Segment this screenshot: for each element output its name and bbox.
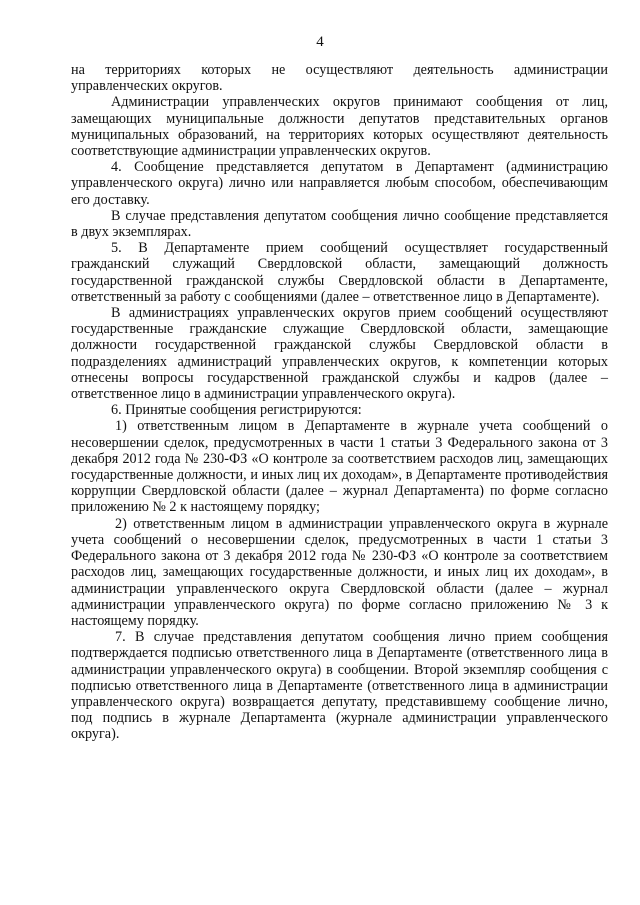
paragraph-administrations-accept: Администрации управленческих округов принимают сообщения от лиц, замещающих муниципальные должности депутатов представительных органов муниципальных образований, на территориях которых осуществляют деятельность соответствующие администрации управленческих округов. <box>71 94 608 160</box>
page-number: 4 <box>316 34 324 50</box>
paragraph-continuation: на территориях которых не осуществляют деятельность администрации управленческих округов. <box>71 62 608 95</box>
paragraph-item-6: 6. Принятые сообщения регистрируются: <box>111 402 362 419</box>
paragraph-item-6-2: 2) ответственным лицом в администрации управленческого округа в журнале учета сообщений о несовершении сделок, предусмотренных в части 1 статьи 3 Федерального закона от 3 декабря 2012 года № 230-ФЗ «О контроле за соответствием расходов лиц, замещающих государственные должности, и иных лиц их доходам», в администрации управленческого округа Свердловской области (далее – журнал администрации управленческого округа) по форме согласно приложению № 3 к настоящему порядку. <box>71 515 608 629</box>
paragraph-two-copies: В случае представления депутатом сообщения лично сообщение представляется в двух экземплярах. <box>71 207 608 241</box>
document-body <box>71 62 608 743</box>
paragraph-item-4: 4. Сообщение представляется депутатом в Департамент (администрацию управленческого округа) лично или направляется любым способом, обеспечивающим его доставку. <box>71 159 608 208</box>
paragraph-administration-reception: В администрациях управленческих округов прием сообщений осуществляют государственные гражданские служащие Свердловской области, замещающие должности государственной гражданской службы Свердловской области в подразделениях администраций управленческих округов, к компетенции которых отнесены вопросы государственной гражданской службы и кадров (далее – ответственное лицо в администрации управленческого округа). <box>71 305 608 403</box>
paragraph-item-6-1: 1) ответственным лицом в Департаменте в журнале учета сообщений о несовершении сделок, предусмотренных в части 1 статьи 3 Федерального закона от 3 декабря 2012 года № 230-ФЗ «О контроле за соответствием расходов лиц, замещающих государственные должности, и иных лиц их доходам», в Департаменте противодействия коррупции Свердловской области (далее – журнал Департамента) по форме согласно приложению № 2 к настоящему порядку; <box>71 418 608 516</box>
paragraph-item-7: 7. В случае представления депутатом сообщения лично прием сообщения подтверждается подписью ответственного лица в Департаменте (ответственного лица в администрации управленческого округа) в сообщении. Второй экземпляр сообщения с подписью ответственного лица в Департаменте (ответственного лица в администрации управленческого округа) возвращается депутату, представившему сообщение лично, под подпись в журнале Департамента (журнале администрации управленческого округа). <box>71 629 608 743</box>
paragraph-item-5: 5. В Департаменте прием сообщений осуществляет государственный гражданский служащий Свердловской области, замещающий должность государственной гражданской службы Свердловской области в Департаменте, ответственный за работу с сообщениями (далее – ответственное лицо в Департаменте). <box>71 240 608 305</box>
